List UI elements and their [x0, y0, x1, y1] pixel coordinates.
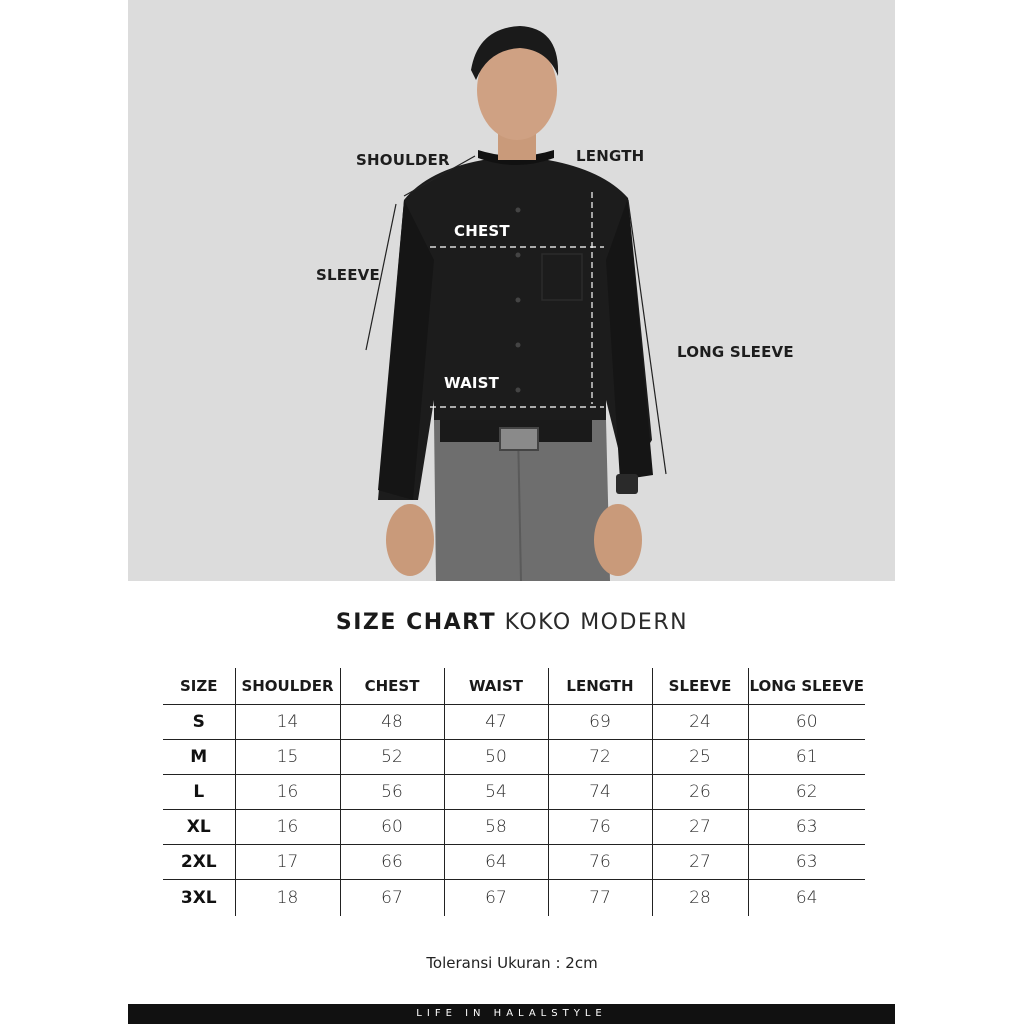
- header-size: SIZE: [163, 668, 235, 705]
- size-chart-title: [0, 612, 1024, 634]
- footer-bar: [128, 1004, 895, 1024]
- table-row: [163, 705, 865, 740]
- table-cell: 77: [548, 880, 652, 917]
- tolerance-note: Toleransi Ukuran : 2cm: [426, 954, 598, 972]
- table-cell: 17: [235, 845, 340, 880]
- table-cell: 52: [340, 740, 444, 775]
- table-cell: 15: [235, 740, 340, 775]
- table-cell: 25: [652, 740, 748, 775]
- header-sleeve: SLEEVE: [652, 668, 748, 705]
- size-cell: S: [163, 705, 235, 740]
- table-cell: 69: [548, 705, 652, 740]
- header-length: LENGTH: [548, 668, 652, 705]
- table-cell: 64: [444, 845, 548, 880]
- table-cell: 63: [748, 810, 865, 845]
- table-cell: 61: [748, 740, 865, 775]
- table-cell: 63: [748, 845, 865, 880]
- table-cell: 27: [652, 845, 748, 880]
- table-cell: 18: [235, 880, 340, 917]
- table-row: [163, 740, 865, 775]
- size-table: [163, 668, 865, 916]
- shoulder-label: SHOULDER: [356, 151, 450, 169]
- table-header-row: [163, 668, 865, 705]
- model-photo: [128, 0, 895, 581]
- size-cell: XL: [163, 810, 235, 845]
- length-label: LENGTH: [576, 147, 645, 165]
- table-cell: 58: [444, 810, 548, 845]
- header-long-sleeve: LONG SLEEVE: [748, 668, 865, 705]
- header-shoulder: SHOULDER: [235, 668, 340, 705]
- footer-text: LIFE IN HALALSTYLE: [416, 1008, 607, 1019]
- header-chest: CHEST: [340, 668, 444, 705]
- table-cell: 76: [548, 810, 652, 845]
- table-row: [163, 845, 865, 880]
- table-cell: 60: [340, 810, 444, 845]
- table-cell: 16: [235, 775, 340, 810]
- table-cell: 67: [444, 880, 548, 917]
- table-cell: 76: [548, 845, 652, 880]
- table-cell: 16: [235, 810, 340, 845]
- table-cell: 26: [652, 775, 748, 810]
- chest-label: CHEST: [454, 222, 510, 240]
- table-row: [163, 810, 865, 845]
- table-cell: 14: [235, 705, 340, 740]
- table-cell: 24: [652, 705, 748, 740]
- table-cell: 74: [548, 775, 652, 810]
- table-cell: 72: [548, 740, 652, 775]
- table-cell: 67: [340, 880, 444, 917]
- title-bold: SIZE CHART: [335, 610, 497, 635]
- size-cell: 3XL: [180, 888, 217, 908]
- table-cell: 64: [748, 880, 865, 917]
- waist-label: WAIST: [444, 374, 500, 392]
- table-cell: 28: [652, 880, 748, 917]
- table-cell: 47: [444, 705, 548, 740]
- title-rest: KOKO MODERN: [504, 610, 689, 635]
- table-cell: 56: [340, 775, 444, 810]
- table-cell: 60: [748, 705, 865, 740]
- model-illustration: [128, 0, 895, 581]
- size-cell: M: [163, 740, 235, 775]
- size-cell: 2XL: [163, 845, 235, 880]
- table-row: [163, 775, 865, 810]
- table-cell: 50: [444, 740, 548, 775]
- table-cell: 62: [748, 775, 865, 810]
- header-waist: WAIST: [444, 668, 548, 705]
- table-cell: 48: [340, 705, 444, 740]
- table-cell: 27: [652, 810, 748, 845]
- table-row: [163, 880, 865, 917]
- table-cell: 66: [340, 845, 444, 880]
- long-sleeve-label: LONG SLEEVE: [677, 343, 794, 361]
- size-cell: L: [163, 775, 235, 810]
- table-cell: 54: [444, 775, 548, 810]
- sleeve-label: SLEEVE: [316, 266, 380, 284]
